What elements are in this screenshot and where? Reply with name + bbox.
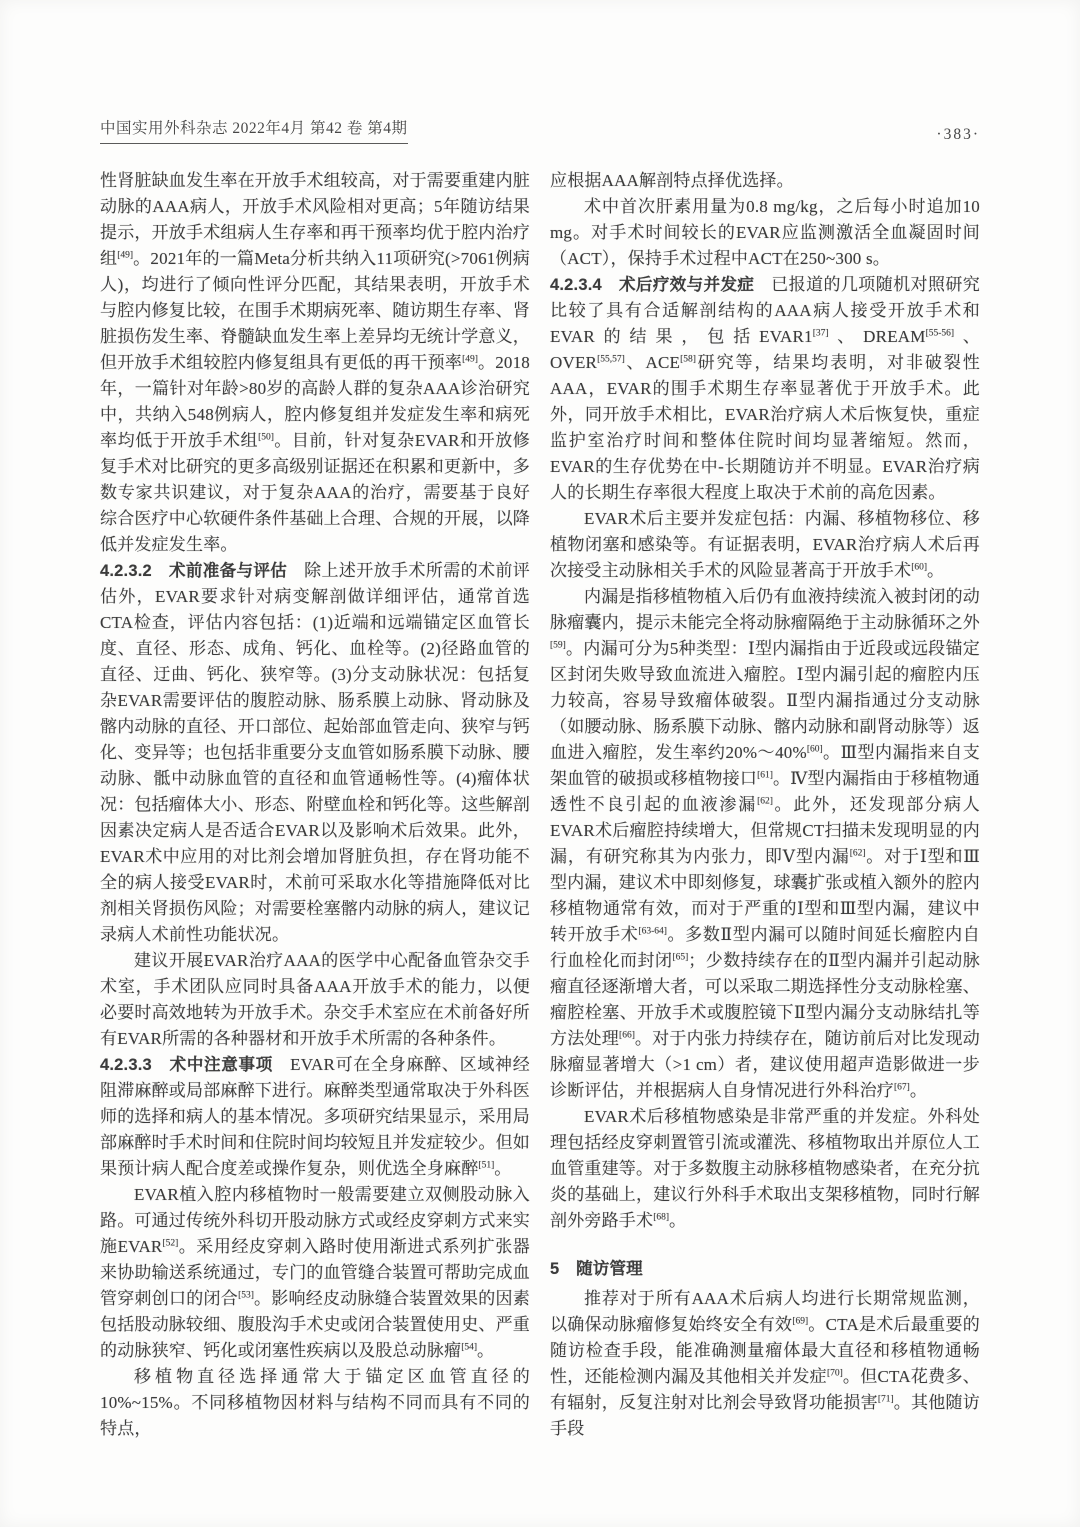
left-column (100, 168, 530, 1442)
reference-marker: [61] (757, 770, 773, 781)
paragraph: 推荐对于所有AAA术后病人均进行长期常规监测，以确保动脉瘤修复始终安全有效[69]。CTA是术后最重要的随访检查手段，能准确测量瘤体最大直径和移植物通畅性，还能检测内漏及其他相关并发症[70]。但CTA花费多、有辐射，反复注射对比剂会导致肾功能损害[71]。其他随访手段 (550, 1289, 981, 1438)
reference-marker: [58] (680, 354, 696, 365)
right-column (550, 168, 980, 1442)
paragraph: 移植物直径选择通常大于锚定区血管直径的10%~15%。不同移植物因材料与结构不同而具有不同的特点， (100, 1367, 530, 1438)
reference-marker: [55-56] (925, 328, 955, 339)
reference-marker: [52] (162, 1238, 179, 1249)
paragraph: EVAR术后主要并发症包括：内漏、移植物移位、移植物闭塞和感染等。有证据表明，EVAR治疗病人术后再次接受主动脉相关手术的风险显著高于开放手术[60]。 (550, 509, 980, 580)
reference-marker: [66] (619, 1030, 635, 1041)
reference-marker: [49] (117, 250, 134, 261)
inline-heading: 4.2.3.4 术后疗效与并发症 (550, 276, 772, 294)
paragraph: 内漏是指移植物植入后仍有血液持续流入被封闭的动脉瘤囊内，提示未能完全将动脉瘤隔绝于主动脉循环之外[59]。内漏可分为5种类型：Ⅰ型内漏指由于近段或远段锚定区封闭失败导致血流进入瘤腔。Ⅰ型内漏引起的瘤腔内压力较高，容易导致瘤体破裂。Ⅱ型内漏指通过分支动脉（如腰动脉、肠系膜下动脉、髂内动脉和副肾动脉等）返血进入瘤腔，发生率约20%～40%[60]。Ⅲ型内漏指来自支架血管的破损或移植物接口[61]。Ⅳ型内漏指由于移植物通透性不良引起的血液渗漏[62]。此外，还发现部分病人EVAR术后瘤腔持续增大，但常规CT扫描未发现明显的内漏，有研究称其为内张力，即Ⅴ型内漏[62]。对于Ⅰ型和Ⅲ型内漏，建议术中即刻修复，球囊扩张或植入额外的腔内移植物通常有效，而对于严重的Ⅰ型和Ⅲ型内漏，建议中转开放手术[63-64]。多数Ⅱ型内漏可以随时间延长瘤腔内自行血栓化而封闭[65]；少数持续存在的Ⅱ型内漏并引起动脉瘤直径逐渐增大者，可以采取二期选择性分支动脉栓塞、瘤腔栓塞、开放手术或腹腔镜下Ⅱ型内漏分支动脉结扎等方法处理[66]。对于内张力持续存在，随访前后对比发现动脉瘤显著增大（>1 cm）者，建议使用超声造影做进一步诊断评估，并根据病人自身情况进行外科治疗[67]。 (550, 587, 981, 1100)
paragraph: 4.2.3.2 术前准备与评估 除上述开放手术所需的术前评估外，EVAR要求针对病变解剖做详细评估，通常首选CTA检查，评估内容包括：(1)近端和远端锚定区血管长度、直径、形态、成角、钙化、血栓等。(2)径路血管的直径、迂曲、钙化、狭窄等。(3)分支动脉状况：包括复杂EVAR需要评估的腹腔动脉、肠系膜上动脉、肾动脉及髂内动脉的直径、开口部位、起始部血管走向、狭窄与钙化、变异等；也包括非重要分支血管如肠系膜下动脉、腰动脉、骶中动脉血管的直径和血管通畅性等。(4)瘤体状况：包括瘤体大小、形态、附壁血栓和钙化等。这些解剖因素决定病人是否适合EVAR以及影响术后效果。此外，EVAR术中应用的对比剂会增加肾脏负担，存在肾功能不全的病人接受EVAR时，术前可采取水化等措施降低对比剂相关肾损伤风险；对需要栓塞髂内动脉的病人，建议记录病人术前性功能状况。 (100, 561, 530, 944)
reference-marker: [60] (806, 744, 823, 755)
reference-marker: [37] (812, 328, 829, 339)
reference-marker: [53] (238, 1290, 254, 1301)
reference-marker: [69] (792, 1316, 809, 1327)
reference-marker: [50] (258, 432, 274, 443)
reference-marker: [51] (478, 1160, 495, 1171)
paragraph: 应根据AAA解剖特点择优选择。 (550, 171, 794, 190)
reference-marker: [54] (461, 1342, 478, 1353)
paragraph: 术中首次肝素用量为0.8 mg/kg，之后每小时追加10 mg。对手术时间较长的EVAR应监测激活全血凝固时间（ACT），保持手术过程中ACT在250~300 s。 (550, 197, 980, 268)
reference-marker: [63-64] (638, 926, 667, 937)
article-body (100, 168, 980, 1442)
reference-marker: [62] (849, 848, 866, 859)
reference-marker: [62] (757, 796, 773, 807)
reference-marker: [59] (550, 640, 566, 651)
reference-marker: [68] (653, 1212, 670, 1223)
reference-marker: [55,57] (597, 354, 625, 365)
reference-marker: [60] (911, 562, 928, 573)
page-header (100, 0, 980, 144)
page-number: ·383· (936, 126, 980, 143)
inline-heading: 4.2.3.3 术中注意事项 (100, 1056, 291, 1074)
inline-heading: 4.2.3.2 术前准备与评估 (100, 562, 305, 580)
reference-marker: [49] (462, 354, 478, 365)
paragraph: 建议开展EVAR治疗AAA的医学中心配备血管杂交手术室，手术团队应同时具备AAA开放手术的能力，以便必要时高效地转为开放手术。杂交手术室应在术前备好所有EVAR所需的各种器材和开放手术所需的各种条件。 (100, 951, 530, 1048)
paragraph: EVAR术后移植物感染是非常严重的并发症。外科处理包括经皮穿刺置管引流或灌洗、移植物取出并原位人工血管重建等。对于多数腹主动脉移植物感染者，在充分抗炎的基础上，建议行外科手术取出支架移植物，同时行解剖外旁路手术[68]。 (550, 1107, 980, 1230)
paragraph: 4.2.3.4 术后疗效与并发症 已报道的几项随机对照研究比较了具有合适解剖结构的AAA病人接受开放手术和EVAR的结果，包括EVAR1[37]、DREAM[55-56]、OVER[55,57]、ACE[58]研究等，结果均表明，对非破裂性AAA，EVAR的围手术期生存率显著优于开放手术。此外，同开放手术相比，EVAR治疗病人术后恢复快，重症监护室治疗时间和整体住院时间均显著缩短。然而，EVAR的生存优势在中-长期随访并不明显。EVAR治疗病人的长期生存率很大程度上取决于术前的高危因素。 (550, 275, 981, 502)
reference-marker: [70] (826, 1368, 843, 1379)
journal-title: 中国实用外科杂志 2022年4月 第42 卷 第4期 (100, 116, 408, 144)
paragraph: 4.2.3.3 术中注意事项 EVAR可在全身麻醉、区域神经阻滞麻醉或局部麻醉下进行。麻醉类型通常取决于外科医师的选择和病人的基本情况。多项研究结果显示，采用局部麻醉时手术时间和住院时间均较短且并发症较少。但如果预计病人配合度差或操作复杂，则优选全身麻醉[51]。 (100, 1055, 530, 1178)
reference-marker: [65] (672, 952, 689, 963)
section-title (550, 1256, 980, 1282)
paragraph: EVAR植入腔内移植物时一般需要建立双侧股动脉入路。可通过传统外科切开股动脉方式或经皮穿刺方式来实施EVAR[52]。采用经皮穿刺入路时使用渐进式系列扩张器来协助输送系统通过，专门的血管缝合装置可帮助完成血管穿刺创口的闭合[53]。影响经皮动脉缝合装置效果的因素包括股动脉较细、腹股沟手术史或闭合装置使用史、严重的动脉狭窄、钙化或闭塞性疾病以及股总动脉瘤[54]。 (100, 1185, 531, 1360)
paragraph: 性肾脏缺血发生率在开放手术组较高，对于需要重建内脏动脉的AAA病人，开放手术风险相对更高；5年随访结果提示，开放手术组病人生存率和再干预率均优于腔内治疗组[49]。2021年的一篇Meta分析共纳入11项研究(>7061例病人)，均进行了倾向性评分匹配，其结果表明，开放手术与腔内修复比较，在围手术期病死率、随访期生存率、肾脏损伤发生率、脊髓缺血发生率上差异均无统计学意义，但开放手术组较腔内修复组具有更低的再干预率[49]。2018年，一篇针对年龄>80岁的高龄人群的复杂AAA诊治研究中，共纳入548例病人，腔内修复组并发症发生率和病死率均低于开放手术组[50]。目前，针对复杂EVAR和开放修复手术对比研究的更多高级别证据还在积累和更新中，多数专家共识建议，对于复杂AAA的治疗，需要基于良好综合医疗中心软硬件条件基础上合理、合规的开展，以降低并发症发生率。 (100, 171, 531, 554)
inline-heading: 5 随访管理 (550, 1260, 643, 1278)
reference-marker: [71] (877, 1394, 894, 1405)
reference-marker: [67] (894, 1082, 910, 1093)
